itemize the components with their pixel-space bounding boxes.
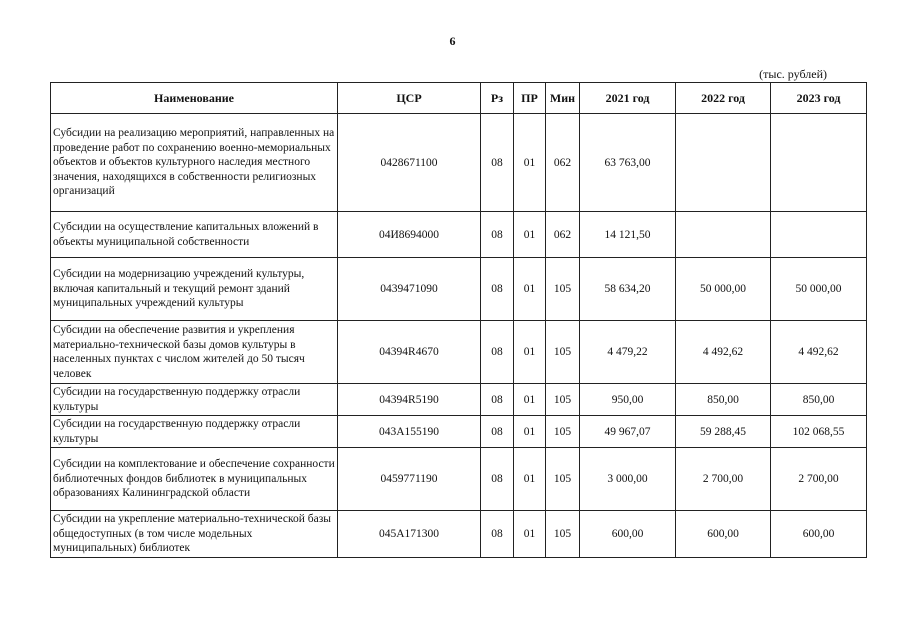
row-rz: 08: [481, 384, 514, 416]
row-csr: 0459771190: [338, 448, 481, 511]
row-2023: 50 000,00: [771, 258, 867, 321]
row-pr: 01: [514, 511, 546, 558]
table-row: [51, 448, 867, 511]
row-2021: 49 967,07: [580, 416, 676, 448]
row-min: 062: [546, 212, 580, 258]
row-min: 062: [546, 114, 580, 212]
row-2021: 950,00: [580, 384, 676, 416]
row-rz: 08: [481, 258, 514, 321]
header-2023: 2023 год: [771, 83, 867, 114]
row-2023: 2 700,00: [771, 448, 867, 511]
row-pr: 01: [514, 114, 546, 212]
row-2023: [771, 212, 867, 258]
row-2022: 600,00: [676, 511, 771, 558]
units-label: (тыс. рублей): [759, 67, 827, 81]
row-name: Субсидии на комплектование и обеспечение сохранности библиотечных фондов библиотек в муниципальных образованиях Калининградской области: [51, 448, 338, 511]
row-2023: 600,00: [771, 511, 867, 558]
table-row: [51, 321, 867, 384]
row-2021: 4 479,22: [580, 321, 676, 384]
row-pr: 01: [514, 384, 546, 416]
row-2021: 3 000,00: [580, 448, 676, 511]
row-2023: 102 068,55: [771, 416, 867, 448]
row-2022: 50 000,00: [676, 258, 771, 321]
row-pr: 01: [514, 212, 546, 258]
row-csr: 04394R5190: [338, 384, 481, 416]
row-csr: 045A171300: [338, 511, 481, 558]
row-csr: 043A155190: [338, 416, 481, 448]
row-2022: 850,00: [676, 384, 771, 416]
budget-table: [50, 82, 867, 558]
row-2023: 850,00: [771, 384, 867, 416]
row-name: Субсидии на обеспечение развития и укрепления материально-технической базы домов культуры в населенных пунктах с числом жителей до 50 тысяч человек: [51, 321, 338, 384]
row-name: Субсидии на государственную поддержку отрасли культуры: [51, 384, 338, 416]
row-min: 105: [546, 384, 580, 416]
row-rz: 08: [481, 212, 514, 258]
row-2022: [676, 114, 771, 212]
row-csr: 04И8694000: [338, 212, 481, 258]
row-rz: 08: [481, 416, 514, 448]
row-rz: 08: [481, 448, 514, 511]
header-name: Наименование: [51, 83, 338, 114]
row-2022: 59 288,45: [676, 416, 771, 448]
row-2021: 600,00: [580, 511, 676, 558]
row-2021: 58 634,20: [580, 258, 676, 321]
row-min: 105: [546, 258, 580, 321]
table-row: [51, 114, 867, 212]
header-rz: Рз: [481, 83, 514, 114]
row-min: 105: [546, 448, 580, 511]
row-rz: 08: [481, 511, 514, 558]
row-name: Субсидии на реализацию мероприятий, направленных на проведение работ по сохранению военно-мемориальных объектов и объектов культурного наследия местного значения, находящихся в собственности религиозных организаций: [51, 114, 338, 212]
row-name: Субсидии на государственную поддержку отрасли культуры: [51, 416, 338, 448]
row-pr: 01: [514, 448, 546, 511]
header-2021: 2021 год: [580, 83, 676, 114]
row-rz: 08: [481, 321, 514, 384]
page-number: 6: [449, 34, 456, 48]
row-2023: 4 492,62: [771, 321, 867, 384]
row-name: Субсидии на укрепление материально-технической базы общедоступных (в том числе модельных муниципальных) библиотек: [51, 511, 338, 558]
table-row: [51, 384, 867, 416]
row-2021: 14 121,50: [580, 212, 676, 258]
row-csr: 04394R4670: [338, 321, 481, 384]
header-csr: ЦСР: [338, 83, 481, 114]
row-2022: [676, 212, 771, 258]
row-min: 105: [546, 321, 580, 384]
header-2022: 2022 год: [676, 83, 771, 114]
row-2022: 4 492,62: [676, 321, 771, 384]
table-row: [51, 416, 867, 448]
header-min: Мин: [546, 83, 580, 114]
row-2021: 63 763,00: [580, 114, 676, 212]
header-pr: ПР: [514, 83, 546, 114]
table-row: [51, 212, 867, 258]
table-row: [51, 511, 867, 558]
header-row: [51, 83, 867, 114]
table-row: [51, 258, 867, 321]
row-2022: 2 700,00: [676, 448, 771, 511]
row-pr: 01: [514, 321, 546, 384]
row-csr: 0439471090: [338, 258, 481, 321]
row-min: 105: [546, 511, 580, 558]
row-pr: 01: [514, 258, 546, 321]
row-name: Субсидии на осуществление капитальных вложений в объекты муниципальной собственности: [51, 212, 338, 258]
row-pr: 01: [514, 416, 546, 448]
row-csr: 0428671100: [338, 114, 481, 212]
row-rz: 08: [481, 114, 514, 212]
row-name: Субсидии на модернизацию учреждений культуры, включая капитальный и текущий ремонт зданий муниципальных учреждений культуры: [51, 258, 338, 321]
row-2023: [771, 114, 867, 212]
row-min: 105: [546, 416, 580, 448]
